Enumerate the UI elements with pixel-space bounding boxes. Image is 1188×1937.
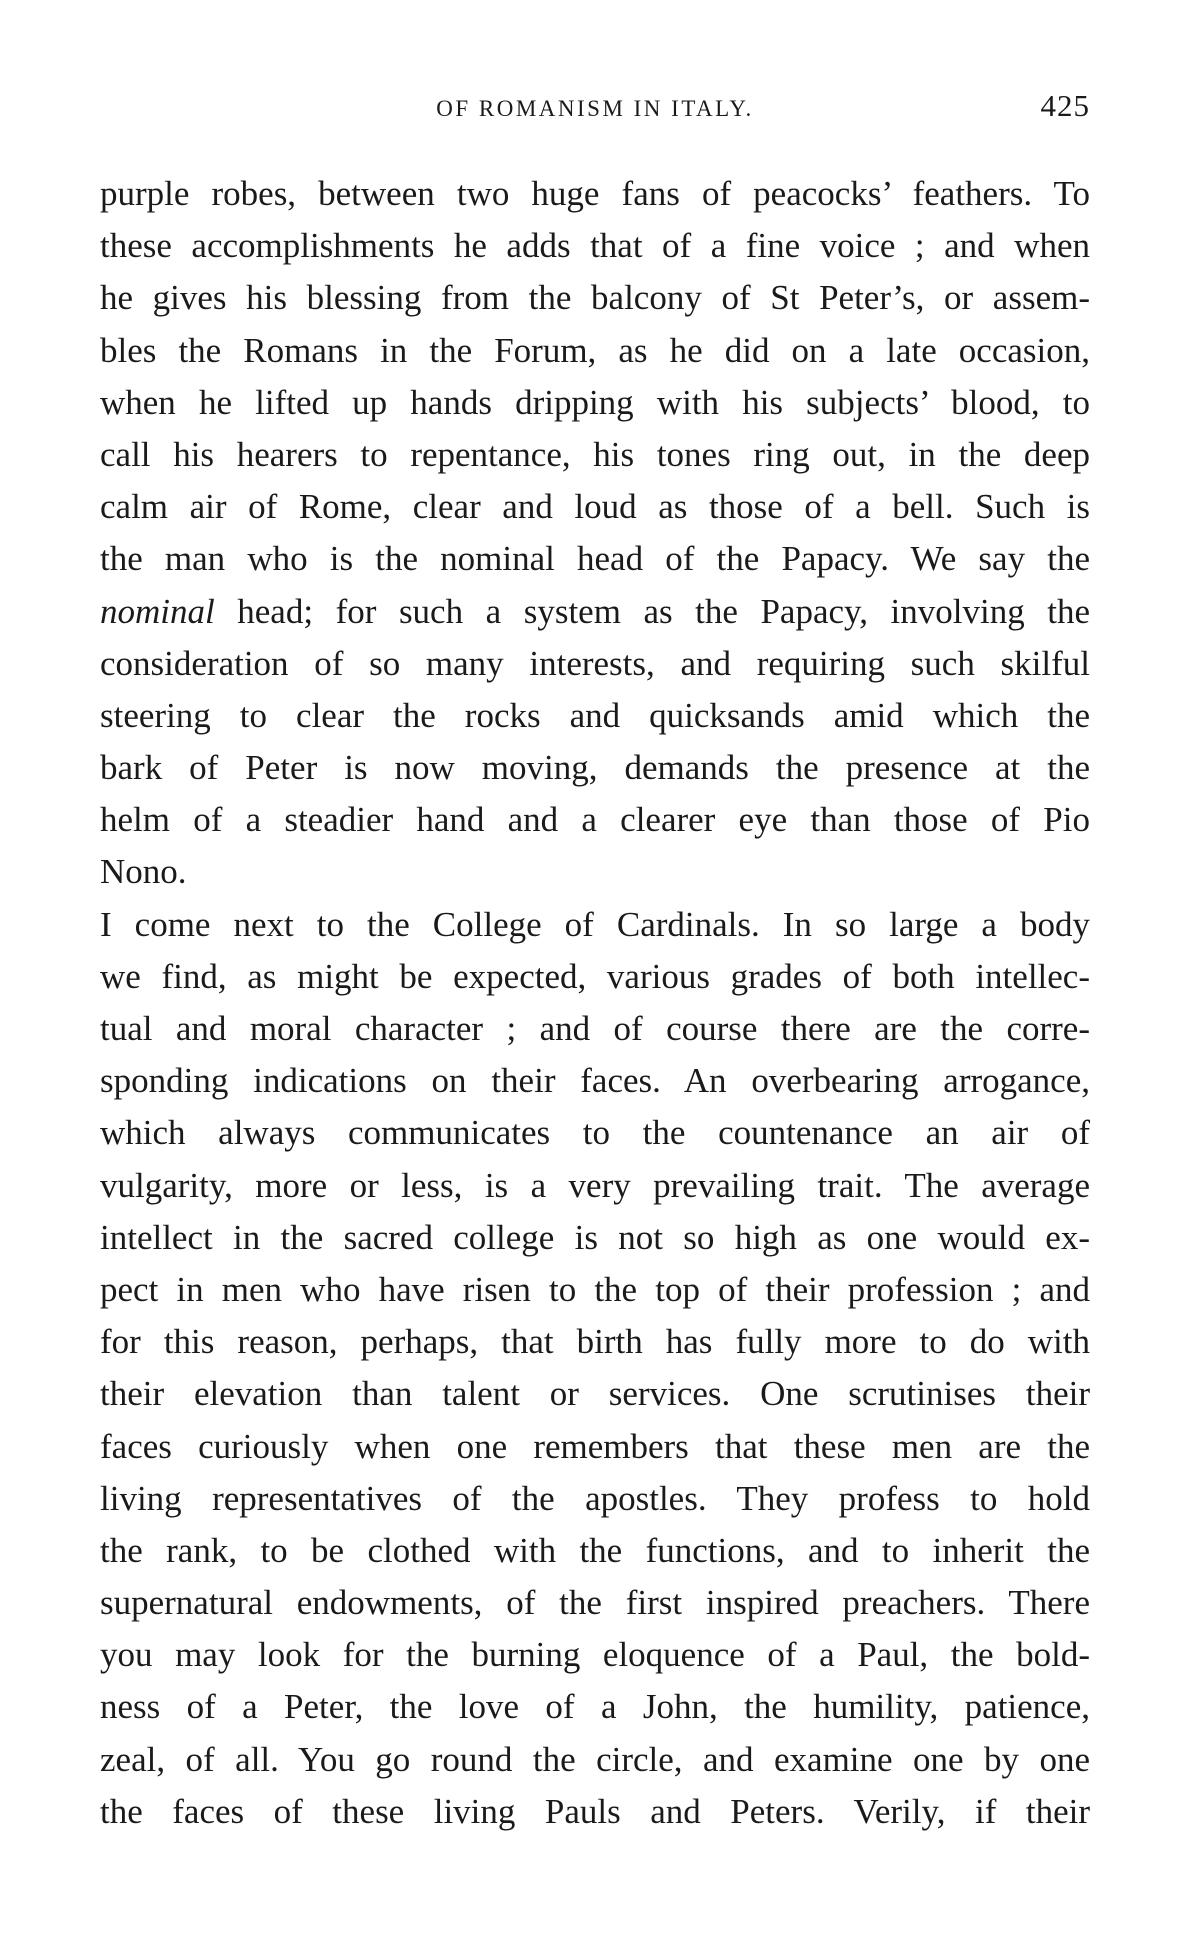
text-line: pect in men who have risen to the top of their profession ; and	[100, 1269, 1090, 1309]
text-line: I come next to the College of Cardinals. In so large a body	[100, 904, 1090, 944]
paragraph	[100, 899, 1090, 1838]
text-line: faces curiously when one remembers that these men are the	[100, 1426, 1090, 1466]
text-line: bles the Romans in the Forum, as he did on a late occasion,	[100, 330, 1090, 370]
text-line: zeal, of all. You go round the circle, and examine one by one	[100, 1739, 1090, 1779]
text-line: call his hearers to repentance, his tones ring out, in the deep	[100, 434, 1090, 474]
text-line: we find, as might be expected, various grades of both intellec-	[100, 956, 1090, 996]
running-title: OF ROMANISM IN ITALY.	[436, 96, 754, 121]
text-line: calm air of Rome, clear and loud as those of a bell. Such is	[100, 487, 1090, 527]
text-line: the faces of these living Pauls and Peters. Verily, if their	[100, 1791, 1090, 1831]
text-line: nominal head; for such a system as the Papacy, involving the	[100, 591, 1090, 631]
body-text	[100, 168, 1090, 1838]
text-line: intellect in the sacred college is not so high as one would ex-	[100, 1217, 1090, 1257]
text-line: their elevation than talent or services. One scrutinises their	[100, 1374, 1090, 1414]
text-line: tual and moral character ; and of course there are the corre-	[100, 1009, 1090, 1048]
text-line: he gives his blessing from the balcony of St Peter’s, or assem-	[100, 278, 1090, 318]
text-line: helm of a steadier hand and a clearer eye than those of Pio	[100, 800, 1090, 840]
text-line: when he lifted up hands dripping with his subjects’ blood, to	[100, 382, 1090, 422]
text-line: the rank, to be clothed with the functions, and to inherit the	[100, 1530, 1090, 1570]
text-line: for this reason, perhaps, that birth has fully more to do with	[100, 1322, 1090, 1362]
text-line: bark of Peter is now moving, demands the presence at the	[100, 748, 1090, 788]
paragraph	[100, 168, 1090, 899]
text-line: these accomplishments he adds that of a fine voice ; and when	[100, 226, 1090, 266]
text-line: which always communicates to the countenance an air of	[100, 1113, 1090, 1153]
text-line: purple robes, between two huge fans of peacocks’ feathers. To	[100, 174, 1090, 213]
book-page	[100, 88, 1090, 1838]
text-line: ness of a Peter, the love of a John, the humility, patience,	[100, 1687, 1090, 1727]
text-line: Nono.	[100, 852, 187, 892]
emphasis: nominal	[100, 591, 215, 631]
text-line: living representatives of the apostles. They profess to hold	[100, 1478, 1090, 1518]
text-line: the man who is the nominal head of the Papacy. We say the	[100, 539, 1090, 579]
text-line: consideration of so many interests, and requiring such skilful	[100, 643, 1090, 683]
text-line: supernatural endowments, of the first inspired preachers. There	[100, 1583, 1090, 1623]
text-line: vulgarity, more or less, is a very prevailing trait. The average	[100, 1165, 1090, 1205]
running-head	[100, 88, 1090, 128]
text-line: sponding indications on their faces. An overbearing arrogance,	[100, 1061, 1090, 1101]
text-line: steering to clear the rocks and quicksands amid which the	[100, 695, 1090, 735]
text-line: you may look for the burning eloquence of a Paul, the bold-	[100, 1635, 1090, 1675]
page-number: 425	[1040, 88, 1090, 123]
